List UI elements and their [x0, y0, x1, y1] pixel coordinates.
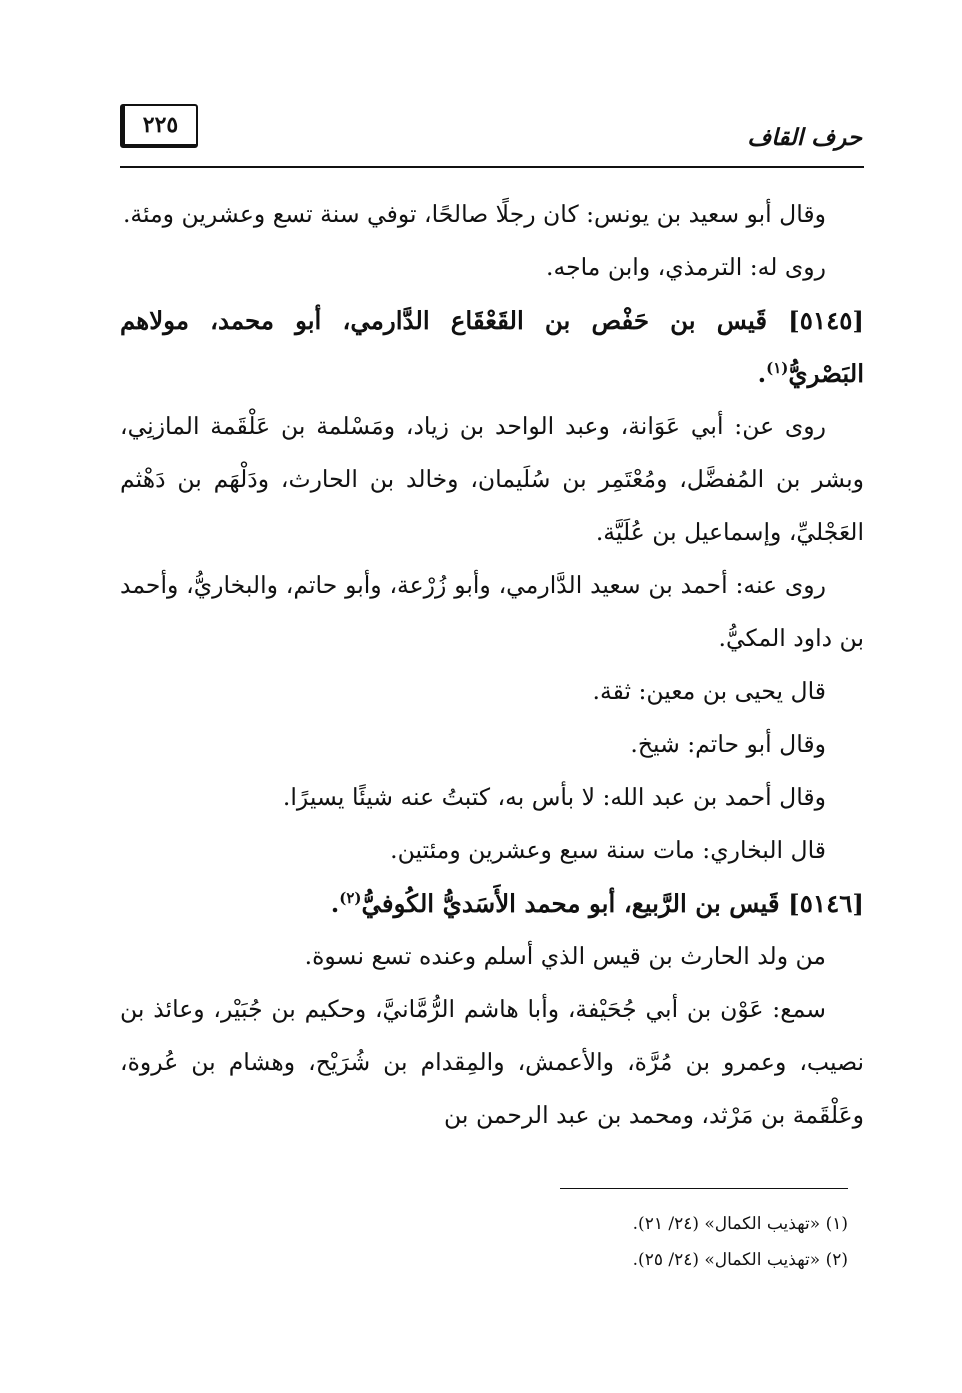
footnote-ref-1[interactable]: (١)	[766, 358, 789, 377]
paragraph-abu-hatim: وقال أبو حاتم: شيخ.	[630, 730, 826, 758]
header-rule	[120, 166, 864, 168]
entry-heading-5146-text: [٥١٤٦] قَيس بن الرَّبيع، أبو محمد الأَسَديُّ الكُوفيُّ	[361, 889, 864, 918]
paragraph-ahmad: وقال أحمد بن عبد الله: لا بأس به، كتبتُ عنه شيئًا يسيرًا.	[282, 783, 826, 811]
paragraph-ibn-yunus: وقال أبو سعيد بن يونس: كان رجلًا صالحًا، توفي سنة تسع وعشرين ومئة.	[122, 200, 826, 228]
page-number	[120, 104, 198, 148]
page-number-text: ٢٢٥	[142, 112, 179, 138]
main-text	[120, 188, 864, 1142]
footnote-1: (١) «تهذيب الكمال» (٢٤/ ٢١).	[632, 1214, 848, 1234]
footnote-rule	[560, 1188, 848, 1189]
entry-heading-5146	[120, 877, 864, 930]
running-head: حرف القاف	[747, 124, 862, 151]
entry-heading-5145	[120, 294, 864, 400]
paragraph-yahya: قال يحيى بن معين: ثقة.	[592, 677, 826, 705]
paragraph-bukhari: قال البخاري: مات سنة سبع وعشرين ومئتين.	[390, 836, 826, 864]
paragraph-narrators: روى عنه: أحمد بن سعيد الدَّارمي، وأبو زُرْعة، وأبو حاتم، والبخاريُّ، وأحمد بن داود المكيُّ.	[120, 571, 864, 652]
footnote-ref-2[interactable]: (٢)	[339, 888, 362, 907]
paragraph-lineage: من ولد الحارث بن قيس الذي أسلم وعنده تسع نسوة.	[304, 942, 826, 970]
paragraph-heard-from: سمع: عَوْن بن أبي جُحَيْفة، وأبا هاشم الرُّمَّانيَّ، وحكيم بن جُبَيْر، وعائذ بن نصيب، وعمرو بن مُرَّة، والأعمش، والمِقدام بن شُرَيْح، وهشام بن عُروة، وعَلْقَمة بن مَرْثد، ومحمد بن عبد الرحمن بن	[120, 995, 864, 1129]
paragraph-narrated-from: روى عن: أبي عَوَانة، وعبد الواحد بن زياد، ومَسْلمة بن عَلْقَمة المازنِي، وبشر بن المُفضَّل، ومُعْتَمِر بن سُلَيمان، وخالد بن الحارث، ودَلْهَم بن دَهْثم العَجْليِّ، وإسماعيل بن عُلَيَّة.	[120, 412, 864, 546]
footnote-2: (٢) «تهذيب الكمال» (٢٤/ ٢٥).	[632, 1250, 848, 1270]
paragraph-narrated-by: روى له: الترمذي، وابن ماجه.	[546, 253, 826, 281]
footnotes	[120, 1206, 848, 1278]
entry-heading-5146-end: .	[330, 889, 340, 918]
entry-heading-5145-end: .	[757, 359, 767, 388]
entry-heading-5145-text: [٥١٤٥] قَيس بن حَفْص بن القَعْقَاع الدَّارمي، أبو محمد، مولاهم البَصْريُّ	[120, 306, 864, 388]
